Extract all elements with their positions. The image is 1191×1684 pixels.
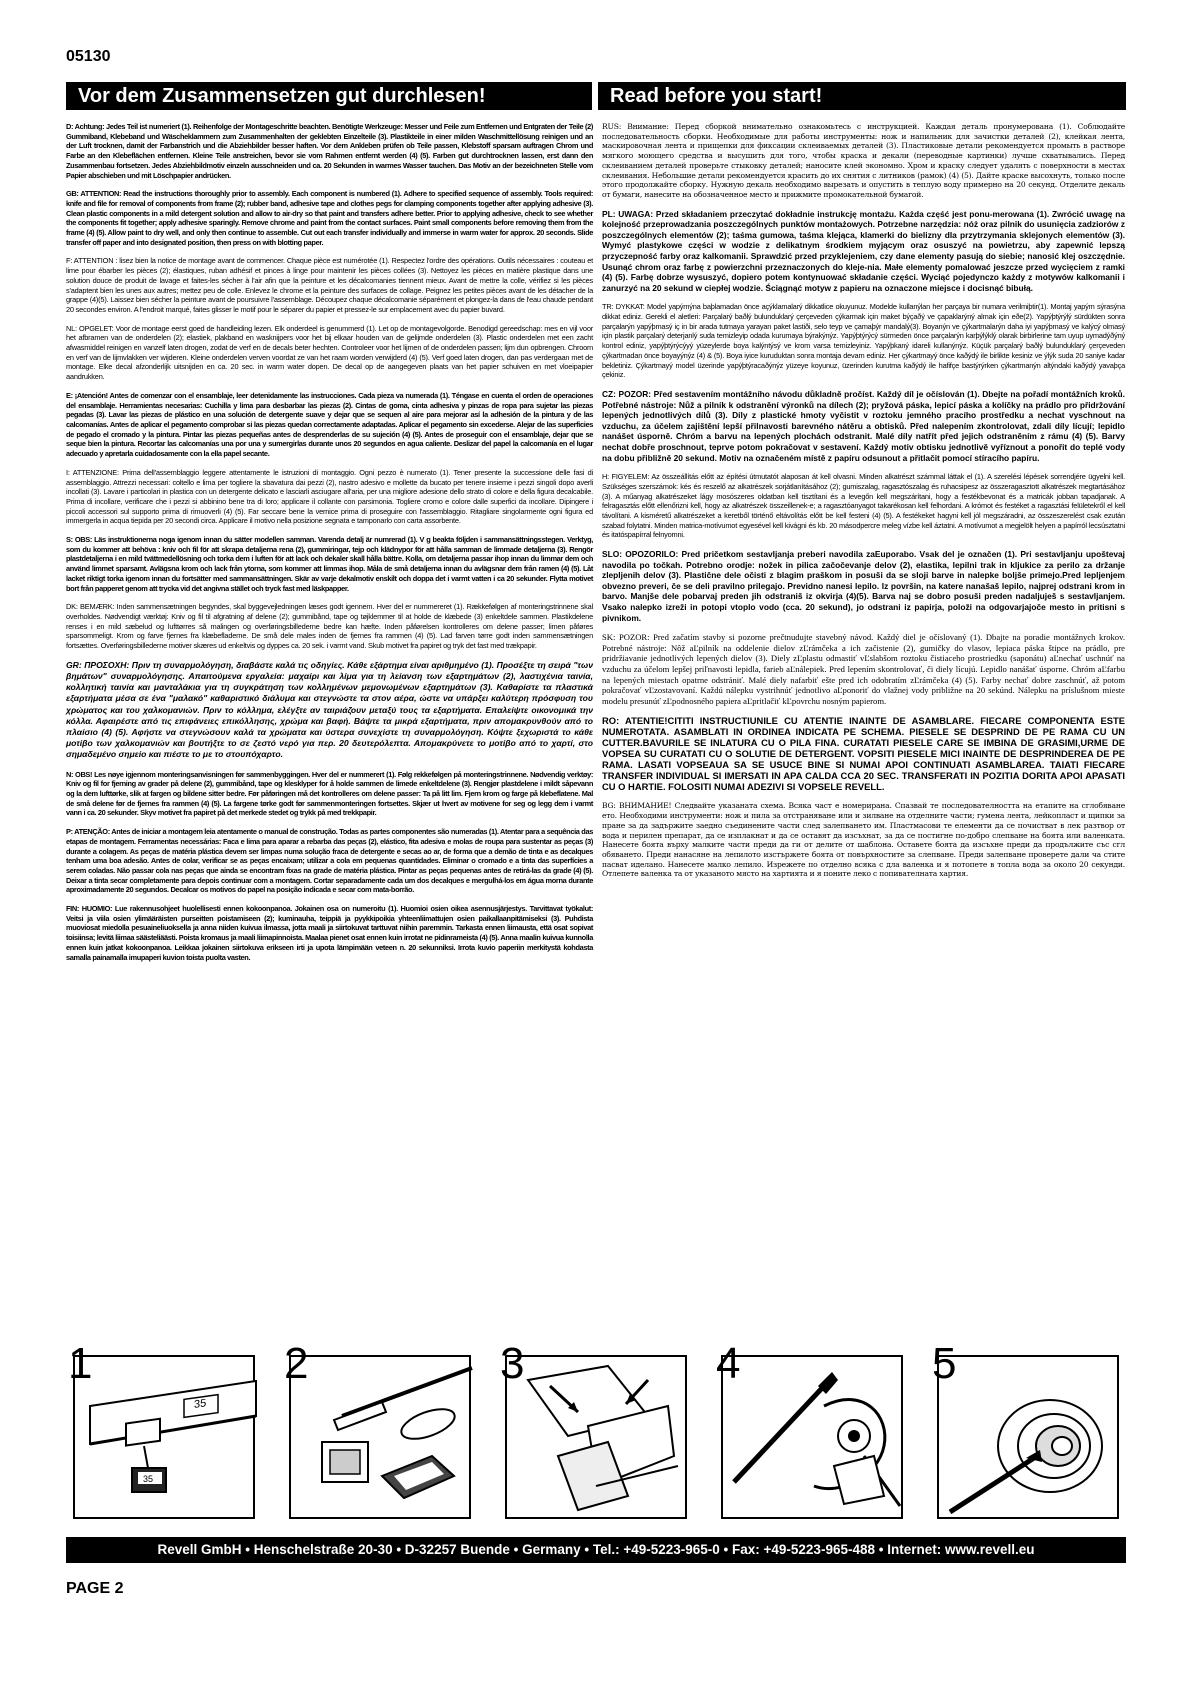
instruction-paragraph: N: OBS! Les nøye igjennom monteringsanvisningen før sammenbyggingen. Hver del er nummerert (1). Følg rekkefølgen på monteringstrinnene. Nødvendig verktøy: Kniv og fil for fjerning av grader på delene (2), gummibånd, tape og klesklyper for å holde sammen de limede enkeltdelene (3). Rengjør plastdelene i mildt såpevann og la dem lufttørke, slik at fargen og bildene sitter bedre. Før påføringen må det kontrolleres om delene passer: Ta på litt lim. Fjern krom og farge på klebeflatene. Mal de små delene før de fjernes fra rammen (4) (5). La fargene tørke godt før sammenmonteringen fortsettes. Skjær ut hvert av motivene for seg og legg dem i varmt vann i ca. 20 sekunder. Skyv motivet fra papiret på det merkede stedet og trykk på med trekkpapir. [66,769,593,818]
painting-icon [714,1346,910,1526]
instruction-paragraph: P: ATENÇÃO: Antes de iniciar a montagem leia atentamente o manual de construção. Todas as partes componentes são numeradas (1). Atentar para a sequência das etapas de montagem. Ferramentas necessárias: Faca e lima para aparar a rebarba das peças (2), elástico, fita adesiva e molas de roupa para sustentar as peças (3) durante a colagem. As peças de matéria plástica devem ser limpas numa solução fraca de detergente e secas ao ar, de forma que a demão de tinta e as decalques tenham uma boa adesão. Antes de colar, verificar se as peças encaixam; utilizar a cola em pequenas quantidades. Eliminar o cromado e a tinta das superfícies a serem coladas. Não passar cola nas peças que ainda se encontram fixas na grade de matéria plástica. Pintar as peças pequenas antes de retirá-las da grade (4) (5). Deixar a tinta secar completamente para depois continuar com a montagem. Cortar separadamente cada um dos decalques e mergulhá-los em água morna durante aproximadamente 20 segundos. Decalcar os motivos do papel na posição indicada e secar com mata-borrão. [66,827,593,895]
step-number: 3 [500,1339,525,1388]
instruction-paragraph: D: Achtung: Jedes Teil ist numeriert (1). Reihenfolge der Montageschritte beachten. Benötigte Werkzeuge: Messer und Feile zum Entfernen und Entgraten der Teile (2) Gummiband, Klebeband und Wäscheklammern zum Zusammenhalten der geklebten Einzelteile (3). Plastikteile in einer milden Waschmittellösung reinigen und an der Luft trocknen, damit der Farbanstrich und die Abziehbilder besser haften. Vor dem Ankleben prüfen ob Teile passen, Klebstoff sparsam auftragen Chrom und Farbe an den Klebeflächen entfernen. Kleine Teile anstreichen, bevor sie vom Rahmen entfernt werden (4) (5). Farben gut durchtrocknen lassen, erst dann den Zusammenbau fortsetzen. Jedes Abziehbildmotiv einzeln ausschneiden und ca. 20 Sekunden in warmes Wasser tauchen. Das Motiv an der bezeichneten Stelle vom Papier abschieben und mit Löschpapier andrücken. [66,122,593,180]
step-number: 4 [716,1339,741,1388]
step-number: 2 [284,1339,309,1388]
instruction-paragraph: SK: POZOR: Pred začatím stavby si pozorne prečtnudujte stavebný návod. Každý diel je očíslovaný (1). Dbajte na poradie montážnych krokov. Potrebné nástroje: Nôž aĽpilník na oddelenie dielov zĽrámčeka a ich začistenie (2), gumičky do vlasov, lepiaca páska štipce na prádlo, pre pridržiavanie jednotlivých lepených dielov (3). Diely zĽplastu odmastiť vĽslabšom roztoku čistiaceho prostriedku (saponátu) aĽnechať uschnúť na vzduchu za účelom lepšej priľnavosti lepidla, farieb aĽnálepiek. Pred lepením skontrolovať, či diely lícujú. Lepidlo nanášať úsporne. Chróm aĽfarbu na lepených miestach opatrne odstrániť. Malé diely nafarbiť ešte pred ich odobratím zĽrámčeka (4) (5). Farby nechať dobre zaschnúť, až potom pokračovať vĽzostavovaní. Každú nálepku vystrihnúť jednotlivo aĽponoriť do vlažnej vody približne na 20 sekúnd. Nálepku na príslušnom mieste modelu presunúť zĽpodnosného papiera aĽpritlačiť kĽpovrchu nosným papierom. [602,632,1125,706]
instructions-right-column [602,122,1125,888]
instruction-paragraph: I: ATTENZIONE: Prima dell'assemblaggio leggere attentamente le istruzioni di montaggio. Ogni pezzo è numerato (1). Tener presente la successione delle fasi di assemblaggio. Attrezzi necessari: coltello e lima per togliere la sbavatura dai pezzi (2), nastro adesivo e mollette da bucato per tenere insieme i pezzi singoli dopo averli incollati (3). Lavare i particolari in plastica con un detergente delicato e lasciarli asciugare all'aria, per una migliore adesione dello strato di colore e della figura decalcabile. Prima di incollare, verificare che i pezzi si abbinino bene tra di loro; applicare il collante con parsimonia. Togliere cromo e colore dalle superfici da incollare. Dipingere i piccoli accessori sul supporto prima di rimuoverli (4) (5). Far seccare bene la vernice prima di proseguire con l'assemblaggio. Ritagliare singolarmente ogni figura ed immergerla in acqua tiepida per 20 secondi circa. Applicare il motivo nella posizione segnata e tamponarlo con carta assorbente. [66,467,593,526]
assembly-icon [498,1346,694,1526]
instruction-paragraph: TR: DYKKAT: Model yapýmýna baþlamadan önce açýklamalarý dikkatlice okuyunuz. Modelde kullanýlan her parçaya bir numara verilmiþtir(1). Montaj yapým sýrasýna dikkat ediniz. Gerekli el aletleri: Parçalarý baðlý bulunduklarý çerçeveden çýkarmak için maket býçaðý ve çapaklarýný almak için eðe(2). Yapýþtýrýlý sürdükten sonra parçalarýn yapýþmasý iç in bir arada tutmaya yarayan paket lastiði, selo teyp ve çamaþýr mandalý(3). Boyanýn ve çýkartmalarýn daha iyi yapýþmasý ve kalýcý olmasý için plastik parçalarý deterjanlý suda temizleyip odada kurumaya býrakýnýz. Yapýþtýrýcý sürmeden önce parçalarýn karþýlýklý olarak birbirlerine tam uyup uymadýðýný kontrol ediniz, yapýþtýrýcýyý yüzeylerde boya kalýntýsý ve krom varsa temizleyiniz. Yapýþkaný idareli kullanýnýz. Küçük parçalarý baðlý bulunduklarý çerçeveden çýkartmadan önce boyayýnýz (4) & (5). Boya iyice kuruduktan sonra montaja devam ediniz. Her çýkartmayý önce kaðýdý ile birlikte kesiniz ve ýlýk suda 20 saniye kadar bekletiniz. Çýkartmayý model üzerinde yapýþtýracaðýnýz yüzeye koyunuz, üzerinden kurutma kaðýdý ile hafifçe bastýrýrken çýkartmanýn altýndaki kaðýdý yavaþça çekiniz. [602,302,1125,380]
sprue-numbering-icon [66,1346,262,1526]
instruction-paragraph: E: ¡Atención! Antes de comenzar con el ensamblaje, leer detenidamente las instrucciones. Cada pieza va numerada (1). Téngase en cuenta el orden de operaciones del ensamblaje. Herramientas necesarias: Cuchilla y lima para desbarbar las piezas (2). Cintas de goma, cinta adhesiva y pinzas de ropa para sujetar las piezas pegadas (3). Lavar las piezas de plástico en una solución de detergente suave y dejar que se sequen al aire para mejorar así la adhesión de la pintura y de las calcomanías. Antes de aplicar el pegamento comprobar si las piezas quedan correctamente adaptadas. Aplicar el pegamento sin excederse. Alejar de las superficies de pegado el cromado y la pintura. Pintar las piezas pequeñas antes de desprenderlas de su sujeción (4) (5). Antes de proseguir con el ensamblaje, dejar que se seque bien la pintura. Recortar las calcomanías una por una y sumergirlas durante unos 20 segundos en agua caliente. Deslizar del papel la calcomanía en el lugar adecuado y apretarla cuidadosamente con la ella papel secante. [66,390,593,459]
instruction-paragraph: GR: ΠΡΟΣΟΧΗ: Πριν τη συναρμολόγηση, διαβάστε καλά τις οδηγίες. Κάθε εξάρτημα είναι αριθμημένο (1). Προσέξτε τη σειρά "των βημάτων" συναρμολόγησης. Απαιτούμενα εργαλεία: μαχαίρι και λίμα για τη λείανση των εξαρτημάτων (2), λαστιχένια ταινία, κολλητική ταινία και μανταλάκια για τη συγκράτηση των κολλημένων μεμονωμένων εξαρτημάτων (3). Καθαρίστε τα πλαστικά εξαρτήματα μέσα σε ένα "μαλακό" καθαριστικό διάλυμα και στεγνώστε τα στον αέρα, ώστε να υπάρξει καλύτερη πρόσφυση του χρώματος και του χαλκομανιών. Πριν το κόλλημα, ελέγξτε αν ταιριάζουν μεταξύ τους τα εξαρτήματα. Επαλείψτε οικονομικά την κόλλα. Αφαιρέστε από τις επιφάνειες επικόλλησης, χρώμα και βαφή. Βάψτε τα μικρά εξαρτήματα, πριν απομακρυνθούν από το πλαίσιο (4) (5). Αφήστε να στεγνώσουν καλά τα χρώματα και ύστερα συνεχίστε τη συναρμολόγηση. Κόψτε ξεχωριστά το κάθε μοτίβο των χαλκομανιών και βουτήξτε το σε ζεστό νερό για περ. 20 δευτερόλεπτα. Απομακρύνετε το μοτίβο από το χαρτί, στο σημαδεμένο σημείο και πιέστε το με το στουπόχαρτο. [66,659,593,760]
step-2-illustration [282,1339,478,1526]
instruction-paragraph: F: ATTENTION : lisez bien la notice de montage avant de commencer. Chaque pièce est numérotée (1). Respectez l'ordre des opérations. Outils nécessaires : couteau et lime pour ébarber les pièces (2); élastiques, ruban adhésif et pinces à linge pour maintenir les pièces collées (3). Nettoyez les pièces en matière plastique dans une solution douce de produit de lavage et faites-les sécher à l'air afin que la peinture et les décalcomanies tiennent mieux. Avant de mettre la colle, vérifiez si les pièces s'adaptent bien les unes aux autres; mettez peu de colle. Enlevez le chrome et la peinture des surfaces de collage. Peignez les petites pièces avant de les détacher de la grappe (4)(5). Laissez bien sécher la peinture avant de poursuivre l'assemblage. Découpez chaque décalcomanie séparément et plongez-la dans de l'eau chaude pendant 20 secondes environ. A l'endroit marqué, faites glisser le motif pour le séparer du papier et pressez-le sur emplacement avec du papier buvard. [66,256,593,314]
instruction-paragraph: SLO: OPOZORILO: Pred pričetkom sestavljanja preberi navodila zaЕuporabo. Vsak del je označen (1). Pri sestavljanju upoštevaj navodila po točkah. Potrebno orodje: nožek in pilica začočevanje delov (2), elastika, lepilni trak in kljukice za perilo za držanje zlepljenih delov (3). Plastične dele očisti z blagim praškom in posuši da se sloji barve in nalepke boljše primejo.Pred lepljenjem obvezno preveri, če se deli pravilno prilegajo. Previdno nanesi lepilo. Iz površin, na katere nanašaš lepilo, najprej odstrani krom in barvo. Manjše dele pobarvaj preden jih odstraniš iz okvirja (4)(5). Barva naj se dobro posuši preden nadaljuješ s sestavljanjem. Vsako nalepko izreži in potopi vtoplo vodo (cca. 20 sekund), jo odstrani iz papirja, položi na odgovarjajoče mesto in pritisni s pivnikom. [602,549,1125,623]
svg-text:35: 35 [194,1397,207,1411]
instruction-paragraph: GB: ATTENTION: Read the instructions thoroughly prior to assembly. Each component is numbered (1). Adhere to specified sequence of assembly. Tools required: knife and file for removal of components from frame (2); rubber band, adhesive tape and clothes pegs for clamping components together after applying adhesive (3). Clean plastic components in a mild detergent solution and allow to air-dry so that paint and transfers adhere better. Prior to applying adhesive, check to see whether the components fit together; apply adhesive sparingly. Remove chrome and paint from the contact surfaces. Paint small components before removing them from the frame (4) (5). Allow paint to dry well, and only then continue to assemble. Cut out each transfer individually and immerse in warm water for approx. 20 seconds. Slide transfer off paper and into designated position, then press on with blotting paper. [66,189,593,247]
banner-english-title: Read before you start! [598,82,1126,110]
svg-text:35: 35 [143,1474,154,1484]
instruction-paragraph: NL: OPGELET: Voor de montage eerst goed de handleiding lezen. Elk onderdeel is genummerd (1). Let op de montagevolgorde. Benodigd gereedschap: mes en vijl voor het afbramen van de onderdelen (2); elastiek, plakband en wasknijpers voor het bij elkaar houden van de gelijmde onderdelen (3). Plastic onderdelen met een zacht afwasmiddel reinigen en vanzelf laten drogen, zodat de verf en de decals beter hechten. Controleer voor het lijmen of de onderdelen passen; lijm dun opbrengen. Chroom en verf van de lijmvlakken ver wijderen. Kleine onderdelen verven voordat ze van het raam worden verwijderd (4) (5). Verf goed laten drogen, dan pas verdergaan met de montage. Elke decal afzonderlijk uitsnijden en ca. 20 sec. in warm water dopen. De decal op de aangegeven plaats van het papier schuiven en met vloeipapier aandrukken. [66,323,593,382]
document-code: 05130 [66,48,111,65]
step-number: 5 [932,1339,957,1388]
company-contact-footer: Revell GmbH • Henschelstraße 20-30 • D-32257 Buende • Germany • Tel.: +49-5223-965-0 • Fax: +49-5223-965-488 • Internet: www.revell.eu [66,1537,1126,1563]
step-3-illustration [498,1339,694,1526]
instruction-paragraph: S: OBS: Läs instruktionerna noga igenom innan du sätter modellen samman. Varenda detalj är numrerad (1). V g beakta följden i sammansättningsstegen. Verktyg, som du kommer att behöva : kniv och fil för att skrapa detaljerna rena (2), gummiringar, tejp och klädnypor för att hålla samman de limmade detaljerna (3). Rengör plastdetaljerna i en mild tvättmedellösning och torka dem i luften för att lack och dekaler skall hålla bättre. Kolla, om detaljerna passar ihop innan du limmar dem och använd limmet sparsamt. Avlägsna krom och lack från ytorna, som kommer att limmas ihop. Måla de små detaljerna innan du avlägsnar dem från ramen (4) (5). Låt lacket riktigt torka igenom innan du fortsätter med sammansättningen. Skär av varje dekalmotiv enskilt och doppa det i varmt vatten i ca 20 sekunder. Flytta motivet bort från papperet genom att trycka vid det angivna stället och tryck fast med läskpapper. [66,535,593,593]
instruction-paragraph: FIN: HUOMIO: Lue rakennusohjeet huolellisesti ennen kokoonpanoa. Jokainen osa on numeroitu (1). Huomioi osien oikea asennusjärjestys. Tarvittavat työkalut: Veitsi ja viila osien ylimääräisten purseitten poistamiseen (2); kuminauha, teippiä ja pyykkipoikia yhteenliimattujen osien paikallaanpitämiseksi (3). Puhdista muoviosat miedolla pesuaineliuoksella ja anna niiden kuivua ilmassa, jotta maali ja siirtokuvat tarttuvat niihin paremmin. Tarkasta ennen liimausta, että osat sopivat toisiinsa; levitä liimaa säästeliäästi. Poista kromaus ja maali liimapinnoista. Maalaa pienet osat ennen kuin irrotat ne pidinrameista (4) (5). Anna maalin kuivua kunnolla ennen kuin jatkat kokoonpanoa. Leikkaa jokainen siirtokuva erikseen irti ja upota lämpimään veteen n. 20 sekunniksi. Irrota kuvio paperiin merkitystä kohdasta samalla painamalla imupaperi kuvion toista puolta vasten. [66,904,593,962]
instructions-left-column [66,122,593,971]
instruction-paragraph: RO: ATENTIE!CITITI INSTRUCTIUNILE CU ATENTIE INAINTE DE ASAMBLARE. FIECARE COMPONENTA ESTE NUMEROTATA. ASAMBLATI IN ORDINEA INDICATA PE SCHEMA. PIESELE SE DESPRIND DE PE RAMA CU UN CUTTER.BAVURILE SE INLATURA CU O PILA FINA. CURATATI PIESELE CARE SE IMBINA DE GRASIMI,URME DE VOPSEA SU CURATATI CU O SOLUTIE DE DETERGENT. VOPSITI PIESELE MICI INAINTE DE DESPRINDEREA DE PE RAMA. LASATI VOPSEAUA SA SE USUCE BINE SI NUMAI APOI CONTINUATI ASAMBLAREA. TAIATI FIECARE TRANSFER INDIVIDUAL SI IMERSATI IN APA CALDA CCA 20 SEC. TRANSFERATI IN POZITIA DORITA APOI APASATI CU O HARTIE. FOLOSITI NUMAI ADEZIVI SI VOPSELE REVELL. [602,715,1125,793]
instruction-paragraph: PL: UWAGA: Przed składaniem przeczytać dokładnie instrukcję montażu. Każda część jest ponu-merowana (1). Zwrócić uwagę na kolejność przeprowadzania poszczególnych punktów montażowych. Potrzebne narzędzia: nóż oraz pilnik do usunięcia zadziorów z poszczególnych elementów (2); taśma gumowa, taśma klejąca, klamerki do bielizny dla przytrzymania sklejonych elementów (3). Wymyć plastykowe części w wodzie z delikatnym środkiem myjącym oraz osuszyć na powietrzu, aby zapewnić lepszą przyczepność farby oraz kalkomanii. Sprawdzić przed przyklejeniem, czy dane elementy pasują do siebie; nanosić klej oszczędnie. Usunąć chrom oraz farbę z powierzchni przeznaczonych do kleje-nia. Małe elementy pomalować jeszcze przed wycięciem z ramki (4) (5). Farbę dobrze wysuszyć, dopiero potem kontynuować składanie części. Wyciąć pojedynczo każdy z motywów kalkomanii i zanurzyć na 20 sekund w ciepłej wodzie. Ściągnąć motyw z papieru na oznaczone miejsce i docisnąć bibułą. [602,208,1125,293]
step-1-illustration [66,1339,262,1526]
instruction-paragraph: H: FIGYELEM: Az összeállítás előtt az építési útmutatót alaposan át kell olvasni. Minden alkatrészt számmal láttak el (1). A szerelési lépések sorrendjére ügyelni kell. Szükséges szerszámok: kés és reszelő az alkatrészek sorjátlanításához (2); gumiszalag, ragasztószalag és ruhacsipesz az összeragasztott alkatrészek megtartásához (3). A műanyag alkatrészeket lágy mosószeres oldatban kell tisztítani és a levegőn kell megszárítani, hogy a festékbevonat és a matricák jobban tapadjanak. A felragasztás előtt ellenőrizni kell, hogy az alkatrészek összeillenek-e; a ragasztóanyagot takarékosan kell felhordani. A krómot és festéket a ragasztási felületekről el kell távolítani. A kisméretű alkatrészeket a keretből történő eltávolítás előtt be kell festeni (4) (5). A festékeket hagyni kell jól megszáradni, az összeszerelést csak ezután szabad folytatni. Minden matrica-motívumot egyesével kell kivágni és kb. 20 másodpercre meleg vízbe kell áztatni. A motívumot a megjelölt helyen a papírról lecsúsztatni és itatóspapírral felnyomni. [602,472,1125,540]
decal-application-icon [930,1346,1126,1526]
instruction-paragraph: CZ: POZOR: Před sestavením montážního návodu důkladně pročíst. Každý díl je očíslován (1). Dbejte na pořadí montážních kroků. Potřebné nástroje: Nůž a pilník k odstranění výronků na dílech (2); pryžová páska, lepicí páska a kolíčky na prádlo pro přidržování lepených jednotlivých dílů (3). Díly z plastické hmoty vyčistit v roztoku jemného pracího prostředku a nechat vyschnout na vzduchu, za účelem zajištění lepší přilnavosti barevného nátěru a obtisků. Před nalepením zkontrolovat, zdali díly lícují; lepidlo nanášet úsporně. Chróm a barvu na lepených plochách odstranit. Malé díly natřít před jejich odstraněním z rámu (4) (5). Barvy nechat dobře proschnout, teprve potom pokračovat v sestavení. Každý motiv obtisku jednotlivě vyříznout a ponořit do teplé vody na dobu přibližně 20 sekund. Motiv na označeném místě z papíru odsunout a přitlačit pomocí stíracího papíru. [602,389,1125,463]
step-5-illustration [930,1339,1126,1526]
step-number: 1 [68,1339,93,1388]
step-4-illustration [714,1339,910,1526]
page-number: PAGE 2 [66,1580,124,1597]
instruction-paragraph: BG: ВНИМАНИЕ! Следвайте указаната схема. Всяка част е номерирана. Спазвай те последователността на етапите на сглобяване ето. Необходими инструменти: нож и пила за отстраняване или и зилване на отделните части; гумена лента, лейкопласт и щипки за пране за да задържите заедно съединените части след залепването им. Пластмасови те елементи да се почистват в лек разтвор от вода и перилен препарат, да се изплакнат и да се оставят да изсъхнат, за да се постигне по-добро слепване на боята или валенката. Нанесете боята върху малките части преди да ги от делите от шаблона. Оставете боята да изсъхне преди да продължите със сгл обяването. Преди нанасяне на лепилото изстържете боята от повърхностите за слепване. Преди залепване проверете дали ча стите пасват иделано. Нанесете малко лепило. Изрежете по отделно всяка с дла валенка и я потопете в топла вода за около 20 секунди. Отлепете валенка та от указаното място на хартията и я поните лекo с попивателната хартия. [602,801,1125,879]
tools-icon [282,1346,478,1526]
instruction-paragraph: DK: BEMÆRK: Inden sammensætningen begyndes, skal byggevejledningen læses godt igennem. Hver del er nummereret (1). Rækkefølgen af monteringstrinnene skal overholdes. Nødvendigt værktøj: Kniv og fil til afgratning af delene (2); gummibånd, tape og tøjklemmer til at holde de klæbede (3) enkeltdele sammen. Plastikdelene renses i en mild sæbelud og lufttørres så malingen og overføringsbillederne bedre kan hæfte. Inden påførelsen kontrolleres om delene passer; limen påføres sparsommeligt. Krom og farve fjernes fra klæbefladerne. De små dele males inden de fjernes fra rammen (4) (5). Lad farven tørre godt inden sammensætningen fortsættes. Overføringsbillederne motiver skæres ud enkeltvis og dyppes ca. 20 sek. i varmt vand. Skub motivet fra papiret og tryk det fast med trækpapir. [66,602,593,651]
instruction-paragraph: RUS: Внимание: Перед сборкой внимательно ознакомьтесь с инструкцией. Каждая деталь пронумерована (1). Соблюдайте последовательность сборки. Необходимые для работы инструменты: нож и напильник для зачистки деталей (2), клейкая лента, маскировочная лента и прищепки для фиксации склеиваемых деталей (3). Пластиковые детали рекомендуется промыть в растворе мягкого моющего средства и высушить для того, чтобы краска и декали (переводные картинки) лучше схватывались. Перед склеиванием деталей проверьте стыковку деталей; наносите клей экономно. Хром и краску следует удалять с поверхности в местах склеивания. Небольшие детали рекомендуется красить до их снятия с литников (рамок) (4) (5). Дайте краске высохнуть, только после этого продолжайте сборку. Нужную декаль необходимо вырезать и опустить в теплую воду примерно на 20 секунд. Отделите декаль от бумаги, нанесите на обозначенное место и прижмите промокательной бумагой. [602,122,1125,199]
banner-german-title: Vor dem Zusammensetzen gut durchlesen! [66,82,592,110]
